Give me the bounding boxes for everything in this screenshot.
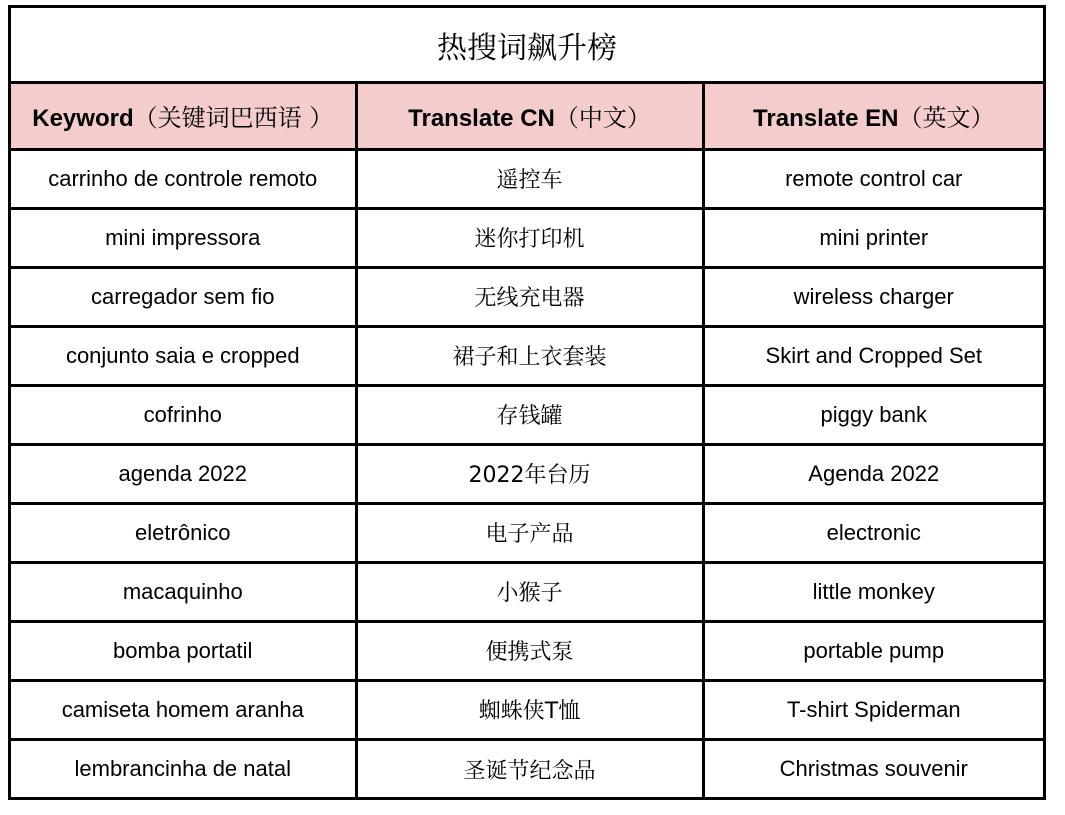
keyword-cell: camiseta homem aranha [11, 680, 356, 739]
table-row [11, 385, 1043, 444]
header-translate-cn [356, 84, 703, 149]
header-translate-en [703, 84, 1043, 149]
table-row [11, 444, 1043, 503]
translation-cn-cell: 遥控车 [356, 149, 703, 208]
table-row [11, 562, 1043, 621]
translation-en-cell: T-shirt Spiderman [703, 680, 1043, 739]
keyword-cell: macaquinho [11, 562, 356, 621]
table-row [11, 739, 1043, 798]
translation-cn-cell: 圣诞节纪念品 [356, 739, 703, 798]
keyword-cell: carregador sem fio [11, 267, 356, 326]
table-row [11, 621, 1043, 680]
header-keyword [11, 84, 356, 149]
header-row [11, 84, 1043, 149]
table-row [11, 326, 1043, 385]
header-translate-cn-main: Translate CN [408, 105, 555, 133]
translation-en-cell: Christmas souvenir [703, 739, 1043, 798]
table-row [11, 149, 1043, 208]
keyword-cell: mini impressora [11, 208, 356, 267]
keyword-cell: conjunto saia e cropped [11, 326, 356, 385]
keyword-cell: cofrinho [11, 385, 356, 444]
translation-cn-cell: 迷你打印机 [356, 208, 703, 267]
translation-cn-cell: 便携式泵 [356, 621, 703, 680]
translation-cn-cell: 小猴子 [356, 562, 703, 621]
table-row [11, 208, 1043, 267]
translation-en-cell: little monkey [703, 562, 1043, 621]
keyword-cell: bomba portatil [11, 621, 356, 680]
translation-cn-cell: 2022年台历 [356, 444, 703, 503]
translation-cn-cell: 电子产品 [356, 503, 703, 562]
keyword-cell: eletrônico [11, 503, 356, 562]
translation-en-cell: portable pump [703, 621, 1043, 680]
translation-cn-cell: 蜘蛛侠T恤 [356, 680, 703, 739]
translation-en-cell: piggy bank [703, 385, 1043, 444]
header-translate-cn-sub: （中文） [554, 104, 651, 133]
header-translate-en-sub: （英文） [898, 104, 995, 133]
header-translate-en-main: Translate EN [753, 105, 899, 133]
translation-cn-cell: 无线充电器 [356, 267, 703, 326]
keyword-table-sheet [8, 5, 1046, 800]
translation-en-cell: wireless charger [703, 267, 1043, 326]
translation-en-cell: Agenda 2022 [703, 444, 1043, 503]
table-row [11, 503, 1043, 562]
translation-cn-cell: 裙子和上衣套装 [356, 326, 703, 385]
translation-en-cell: Skirt and Cropped Set [703, 326, 1043, 385]
header-keyword-sub: （关键词巴西语 ） [133, 104, 334, 133]
keyword-cell: agenda 2022 [11, 444, 356, 503]
table-row [11, 680, 1043, 739]
keyword-cell: carrinho de controle remoto [11, 149, 356, 208]
table-row [11, 267, 1043, 326]
keyword-cell: lembrancinha de natal [11, 739, 356, 798]
translation-en-cell: electronic [703, 503, 1043, 562]
translation-en-cell: remote control car [703, 149, 1043, 208]
translation-en-cell: mini printer [703, 208, 1043, 267]
translation-cn-cell: 存钱罐 [356, 385, 703, 444]
header-keyword-main: Keyword [32, 105, 134, 133]
keyword-table [11, 84, 1043, 798]
table-title: 热搜词飙升榜 [11, 8, 1043, 84]
